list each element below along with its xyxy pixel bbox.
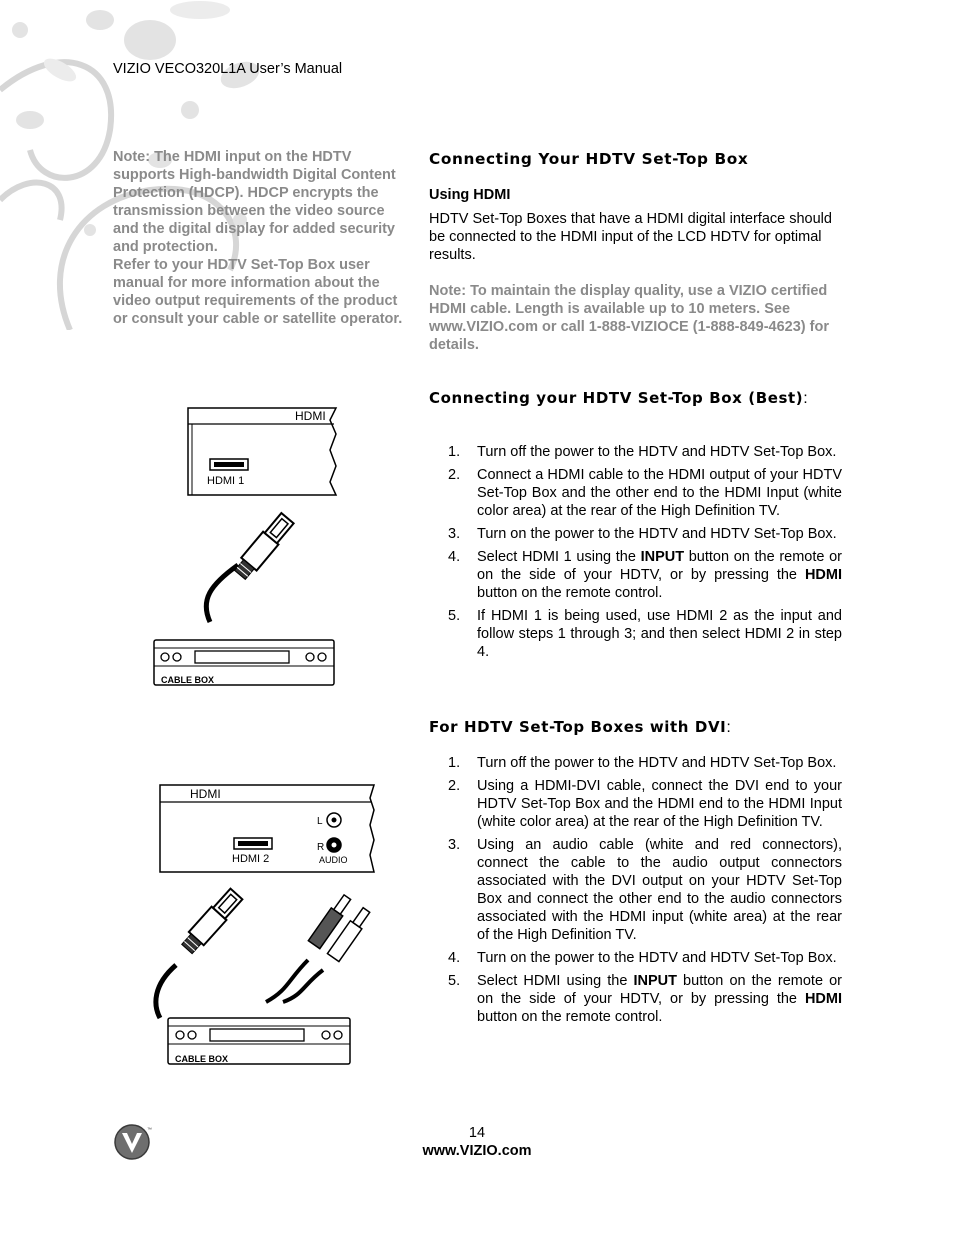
step-text: Using an audio cable (white and red connectors), connect the cable to the audio output connectors associated with the DVI output on your HDTV Set-Top Box and connect the other end to the audio connectors associated with the HDMI input (white area) at the rear of the High Definition TV. <box>477 837 842 943</box>
panel-label: HDMI <box>295 409 326 423</box>
dvi-connection-figure <box>138 780 383 1070</box>
left-audio-label: L <box>317 816 323 827</box>
section-title-connecting: Connecting Your HDTV Set-Top Box <box>429 150 749 168</box>
best-steps-list <box>429 443 842 666</box>
hdmi-keyword: HDMI <box>804 567 842 583</box>
port-label: HDMI 1 <box>207 475 245 487</box>
list-item <box>429 607 842 661</box>
list-item <box>429 949 842 967</box>
list-item <box>429 777 842 831</box>
section-title-best <box>429 389 839 408</box>
step-number: 2. <box>448 467 461 483</box>
section-title-best-text: Connecting your HDTV Set-Top Box (Best) <box>429 389 804 407</box>
step-number: 5. <box>448 608 461 624</box>
display-quality-note: Note: To maintain the display quality, use a VIZIO certified HDMI cable. Length is available up to 10 meters. See www.VIZIO.com or call 1-888-VIZIOCE (1-888-849-4623) for details. <box>429 283 829 353</box>
list-item <box>429 466 842 520</box>
audio-cable-icon <box>266 893 372 1002</box>
list-item <box>429 548 842 602</box>
list-item <box>429 972 842 1026</box>
refer-note-paragraph: Refer to your HDTV Set-Top Box user manual for more information about the video output requirements of the product or consult your cable or satellite operator. <box>113 257 403 327</box>
step-number: 4. <box>448 549 461 565</box>
document-header: VIZIO VECO320L1A User’s Manual <box>113 61 343 77</box>
logo-trademark: ™ <box>147 1127 152 1133</box>
page-number: 14 <box>468 1125 486 1141</box>
step-text: button on the remote control. <box>477 585 663 601</box>
hdmi-cable-icon <box>206 512 295 622</box>
step-text: button on the remote or on the side of your HDTV, or by pressing the <box>477 549 842 583</box>
step-text: Turn off the power to the HDTV and HDTV Set-Top Box. <box>477 444 837 460</box>
step-text: Turn on the power to the HDTV and HDTV Set-Top Box. <box>477 950 837 966</box>
step-number: 5. <box>448 973 461 989</box>
step-text: Select HDMI 1 using the <box>477 549 641 565</box>
input-keyword: INPUT <box>633 973 677 989</box>
step-text: Select HDMI using the <box>477 973 634 989</box>
step-text: Using a HDMI-DVI cable, connect the DVI end to your HDTV Set-Top Box and the HDMI end to the HDMI Input (white color area) at the rear of the High Definition TV. <box>477 778 842 830</box>
audio-label: AUDIO <box>319 855 348 865</box>
step-number: 4. <box>448 950 461 966</box>
right-audio-label: R <box>317 842 325 853</box>
step-text: Connect a HDMI cable to the HDMI output of your HDTV Set-Top Box and the other end to the HDMI Input (white color area) at the rear of the High Definition TV. <box>477 467 842 519</box>
hdmi-connection-figure <box>140 400 360 695</box>
step-text: button on the remote or on the side of your HDTV, or by pressing the <box>477 973 842 1007</box>
section-title-best-colon: : <box>803 390 808 407</box>
step-number: 3. <box>448 526 461 542</box>
hdcp-note-paragraph: Note: The HDMI input on the HDTV supports High-bandwidth Digital Content Protection (HDCP). HDCP encrypts the transmission between the video source and the digital display for added security and protection. <box>113 149 396 255</box>
dvi-steps-list <box>429 754 842 1031</box>
step-text: button on the remote control. <box>477 1009 663 1025</box>
hdmi-intro-paragraph: HDTV Set-Top Boxes that have a HDMI digital interface should be connected to the HDMI input of the LCD HDTV for optimal results. <box>429 211 832 263</box>
list-item <box>429 443 842 461</box>
section-title-dvi-colon: : <box>726 719 731 736</box>
step-number: 2. <box>448 778 461 794</box>
step-text: Turn on the power to the HDTV and HDTV Set-Top Box. <box>477 526 837 542</box>
step-text: If HDMI 1 is being used, use HDMI 2 as the input and follow steps 1 through 3; and then select HDMI 2 in step 4. <box>477 608 842 660</box>
port-label: HDMI 2 <box>232 853 270 865</box>
section-title-dvi-text: For HDTV Set-Top Boxes with DVI <box>429 718 727 736</box>
step-number: 1. <box>448 444 461 460</box>
step-number: 3. <box>448 837 461 853</box>
hdmi-cable-icon <box>156 887 244 1018</box>
section-title-dvi <box>429 718 731 737</box>
step-text: Turn off the power to the HDTV and HDTV Set-Top Box. <box>477 755 837 771</box>
list-item <box>429 525 842 543</box>
panel-label: HDMI <box>190 787 221 801</box>
subheading-using-hdmi: Using HDMI <box>429 187 511 203</box>
step-number: 1. <box>448 755 461 771</box>
hdcp-note <box>113 148 405 328</box>
cable-box-label: CABLE BOX <box>175 1054 229 1064</box>
input-keyword: INPUT <box>640 549 685 565</box>
hdmi-keyword: HDMI <box>804 991 842 1007</box>
footer-website-link[interactable]: www.VIZIO.com <box>422 1143 532 1159</box>
list-item <box>429 836 842 944</box>
cable-box-label: CABLE BOX <box>161 675 215 685</box>
list-item <box>429 754 842 772</box>
